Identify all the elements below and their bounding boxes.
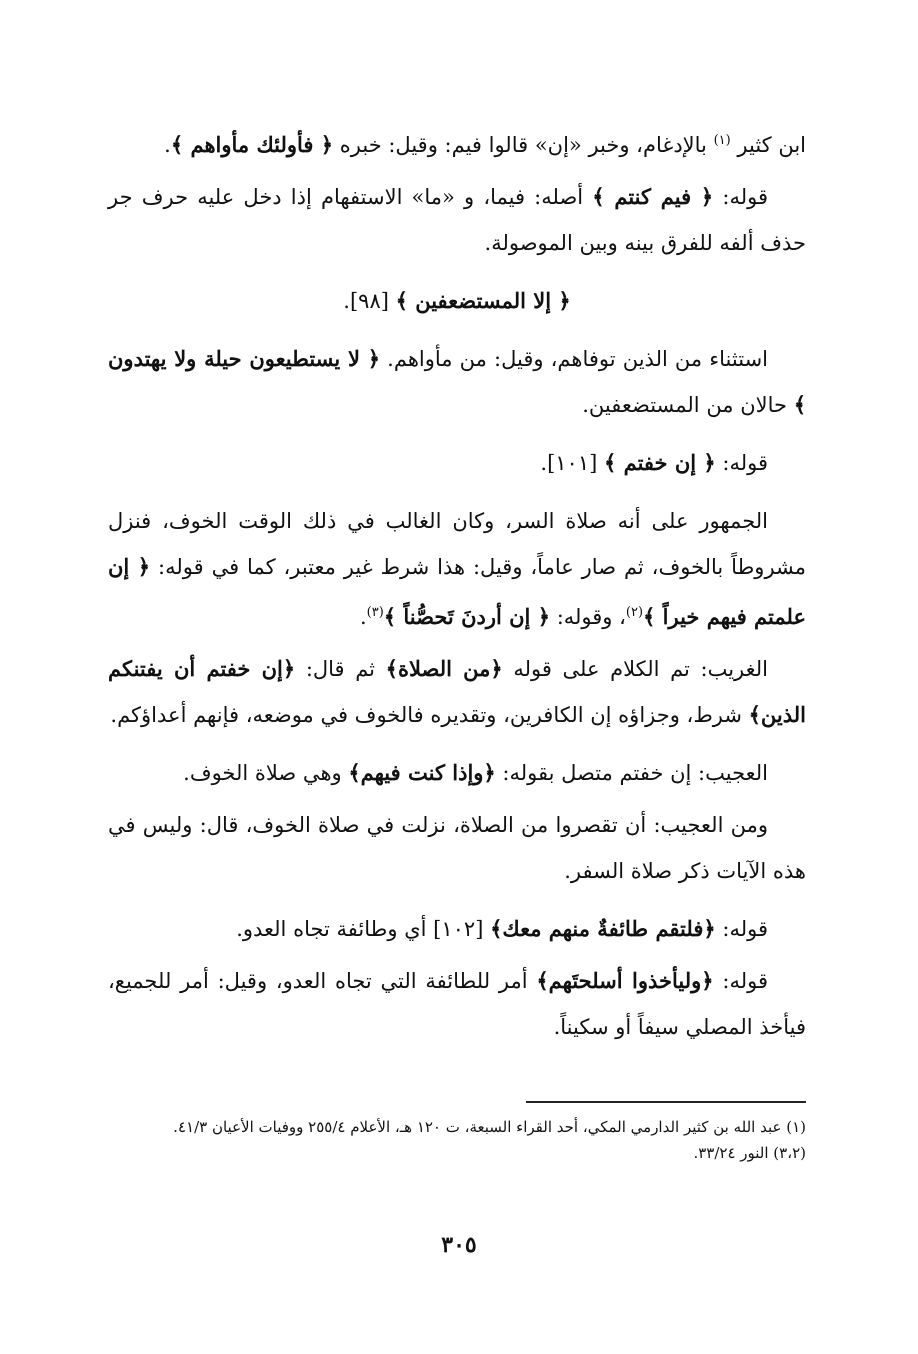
footnote-ref: (٣) <box>366 605 384 620</box>
paragraph <box>108 498 806 640</box>
footnote-separator <box>526 1101 806 1103</box>
quran-quote: ﴿فلتقم طائفةٌ منهم معك﴾ <box>490 916 716 941</box>
text-run: حالان من المستضعفين. <box>582 393 794 417</box>
footnote-2: (٣،٢) النور ٣٣/٢٤. <box>693 1144 806 1162</box>
paragraph <box>108 646 806 738</box>
paragraph <box>108 802 806 894</box>
paragraph <box>108 118 806 168</box>
quran-quote: ﴿ إن خفتم ﴾ <box>603 450 716 475</box>
footnotes <box>108 1114 806 1166</box>
quran-quote: ﴿ إن علمتم فيهم خيراً ﴾ <box>108 554 806 629</box>
text-run: استثناء من الذين توفاهم، وقيل: من مأواهم. <box>380 347 768 371</box>
footnote-ref: (٢) <box>625 605 644 620</box>
text-run: . <box>359 605 367 629</box>
text-run: قوله: <box>715 451 768 475</box>
text-run: وهي صلاة الخوف. <box>183 761 349 785</box>
text-run: . <box>164 133 171 157</box>
text-run: ، وقوله: <box>550 605 626 629</box>
paragraph <box>108 958 806 1050</box>
quran-quote: ﴿وليأخذوا أسلحتَهم﴾ <box>536 968 714 993</box>
quran-quote: ﴿ فيم كنتم ﴾ <box>592 184 714 209</box>
quran-quote: ﴿ لا يستطيعون حيلة ولا يهتدون ﴾ <box>108 346 806 417</box>
quran-quote: ﴿ إن أردنَ تَحصُّناً ﴾ <box>383 604 551 629</box>
quran-quote: ﴿وإذا كنت فيهم﴾ <box>348 760 496 785</box>
paragraph <box>108 336 806 428</box>
footnote-1: (١) عبد الله بن كثير الدارمي المكي، أحد القراء السبعة، ت ١٢٠ هـ، الأعلام ٢٥٥/٤ ووفيات الأعيان ٤١/٣. <box>173 1118 806 1136</box>
quran-quote: ﴿ فأولئك مأواهم ﴾ <box>170 132 334 157</box>
text-run: ثم قال: <box>295 657 386 681</box>
quran-quote: ﴿من الصلاة﴾ <box>385 656 503 681</box>
text-run: ابن كثير <box>730 133 806 157</box>
quran-quote: ﴿إن خفتم أن يفتنكم الذين﴾ <box>108 656 806 727</box>
paragraph <box>108 906 806 952</box>
paragraph <box>108 278 806 324</box>
text-run: قوله: <box>713 969 768 993</box>
page-number: ٣٠٥ <box>441 1232 477 1258</box>
text-run: شرط، وجزاؤه إن الكافرين، وتقديره فالخوف في موضعه، فإنهم أعداؤكم. <box>110 703 749 727</box>
text-run: العجيب: إن خفتم متصل بقوله: <box>495 761 768 785</box>
quran-quote: ﴿ إلا المستضعفين ﴾ <box>395 288 571 313</box>
text-run: قوله: <box>713 185 768 209</box>
paragraph <box>108 174 806 266</box>
footnote-ref: (١) <box>713 133 731 148</box>
text-run: [١٠١]. <box>540 451 604 475</box>
text-run: بالإدغام، وخبر «إن» قالوا فيم: وقيل: خبره <box>333 133 714 157</box>
text-run: الجمهور على أنه صلاة السر، وكان الغالب في ذلك الوقت الخوف، فنزل مشروطاً بالخوف، ثم صار عاماً، وقيل: هذا شرط غير معتبر، كما في قوله: <box>108 509 807 579</box>
text-run: قوله: <box>715 917 768 941</box>
text-run: ومن العجيب: أن تقصروا من الصلاة، نزلت في صلاة الخوف، قال: وليس في هذه الآيات ذكر صلاة السفر. <box>108 813 806 883</box>
paragraph <box>108 440 806 486</box>
paragraph <box>108 750 806 796</box>
text-run: أمر للطائفة التي تجاه العدو، وقيل: أمر للجميع، فيأخذ المصلي سيفاً أو سكيناً. <box>108 969 806 1039</box>
text-run: [٩٨]. <box>343 289 396 313</box>
text-run: الغريب: تم الكلام على قوله <box>502 657 768 681</box>
text-run: أصله: فيما، و «ما» الاستفهام إذا دخل عليه حرف جر حذف ألفه للفرق بينه وبين الموصولة. <box>108 185 806 255</box>
text-run: [١٠٢] أي وطائفة تجاه العدو. <box>236 917 491 941</box>
main-text <box>108 118 806 1056</box>
